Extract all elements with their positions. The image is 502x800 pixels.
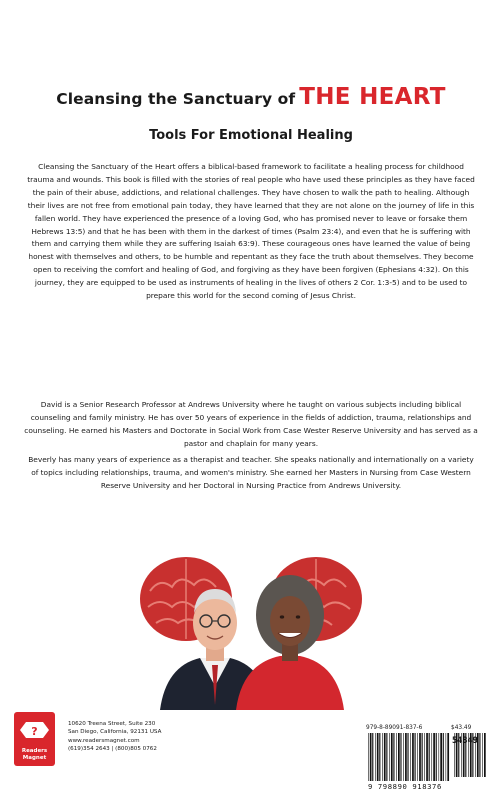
book-description: Cleansing the Sanctuary of the Heart offers a biblical-based framework to facilitate a healing process for childhood trauma and wounds. This book is filled with the stories of real people who have used these principles as they have faced the pain of their abuse, addictions, and relational challenges. They have chosen to walk the path to healing. Although their lives are not free from emotional pain today, they have learned that they are not alone on the journey of life in this fallen world. They have experienced the presence of a loving God, who has promised never to leave or forsake them Hebrews 13:5) and that he has been with them in the darkest of times (Psalm 23:4), and even that he is suffering with them and carrying them while they are suffering Isaiah 63:9). These courageous ones have learned the value of being honest with themselves and others, to be humble and repentant as they face the truth about themselves. They become open to receiving the comfort and healing of God, and forgiving as they have been forgiven (Ephesians 4:32). On this journey, they are equipped to be used as instruments of healing in the lives of others 2 Cor. 1:3-5) and to be used to prepare this world for the second coming of Jesus Christ. bbox=[27, 162, 475, 301]
publisher-address-line1: 10620 Treena Street, Suite 230 bbox=[68, 721, 156, 727]
barcode-bar bbox=[398, 733, 400, 781]
price-code: 54349 bbox=[452, 736, 478, 746]
isbn-digits: 9 798890 918376 bbox=[368, 782, 442, 791]
barcode-bar bbox=[419, 733, 421, 781]
price-label: $43.49 bbox=[451, 725, 472, 731]
book-subtitle: Tools For Emotional Healing bbox=[149, 128, 353, 143]
barcode-bar bbox=[422, 733, 423, 781]
publisher-info bbox=[68, 720, 248, 753]
barcode-bar bbox=[426, 733, 428, 781]
title-accent: THE HEART bbox=[299, 84, 446, 110]
barcode-bar bbox=[410, 733, 411, 781]
barcode-bar bbox=[412, 733, 414, 781]
barcode-bar bbox=[370, 733, 372, 781]
book-title bbox=[0, 84, 502, 110]
barcode-bar bbox=[436, 733, 437, 781]
isbn-label: 979-8-89091-837-6 bbox=[366, 725, 423, 731]
barcode-bar bbox=[368, 733, 369, 781]
svg-text:?: ? bbox=[31, 725, 38, 738]
barcode-bar bbox=[424, 733, 425, 781]
authors-photo bbox=[128, 541, 373, 710]
barcode-bar bbox=[396, 733, 397, 781]
barcode-bar bbox=[407, 733, 408, 781]
barcode-bar bbox=[389, 733, 390, 781]
publisher-website: www.readersmagnet.com bbox=[68, 737, 140, 744]
barcode-bar bbox=[375, 733, 376, 781]
barcode-bar bbox=[431, 733, 432, 781]
barcode-bar bbox=[443, 733, 444, 781]
barcode-bar bbox=[417, 733, 418, 781]
barcode-bar bbox=[391, 733, 393, 781]
barcode-bar bbox=[415, 733, 416, 781]
barcode-bar bbox=[372, 733, 373, 781]
barcode-bar bbox=[447, 733, 449, 781]
barcode-bar bbox=[405, 733, 407, 781]
title-main: Cleansing the Sanctuary of bbox=[56, 90, 296, 108]
barcode-bar bbox=[386, 733, 387, 781]
barcode-bar bbox=[377, 733, 379, 781]
barcode-bar bbox=[400, 733, 401, 781]
barcode-bar bbox=[482, 733, 483, 777]
barcode-bar bbox=[484, 733, 486, 777]
barcode-bar bbox=[379, 733, 380, 781]
barcode-bar bbox=[429, 733, 430, 781]
barcode-bar bbox=[403, 733, 404, 781]
barcode-bar bbox=[439, 733, 440, 781]
author-bio-david: David is a Senior Research Professor at Andrews University where he taught on various subjects including biblical counseling and family ministry. He has over 50 years of experience in the fields of addiction, trauma, relationships and counseling. He earned his Masters and Doctorate in Social Work from Case Wester Reserve University and has served as a pastor and chaplain for many years. bbox=[24, 400, 478, 448]
author-bio-beverly: Beverly has many years of experience as a therapist and teacher. She speaks nationally and internationally on a variety of topics including relationships, trauma, and women's ministry. She earned her Masters in Nursing from Case Western Reserve University and her Doctoral in Nursing Practice from Andrews University. bbox=[28, 455, 474, 490]
logo-text-line1: Readers bbox=[21, 748, 48, 754]
publisher-address-line2: San Diego, California, 92131 USA bbox=[68, 729, 162, 736]
barcode-bar bbox=[479, 733, 480, 777]
barcode-bar bbox=[433, 733, 435, 781]
logo-text-line2: Magnet bbox=[22, 755, 47, 761]
publisher-logo bbox=[14, 712, 55, 766]
barcode-bar bbox=[382, 733, 383, 781]
barcode-bar bbox=[393, 733, 394, 781]
publisher-phone: (619)354 2643 | (800)805 0762 bbox=[68, 745, 157, 752]
barcode-bar bbox=[440, 733, 442, 781]
barcode-bar bbox=[384, 733, 386, 781]
barcode-bar bbox=[446, 733, 447, 781]
